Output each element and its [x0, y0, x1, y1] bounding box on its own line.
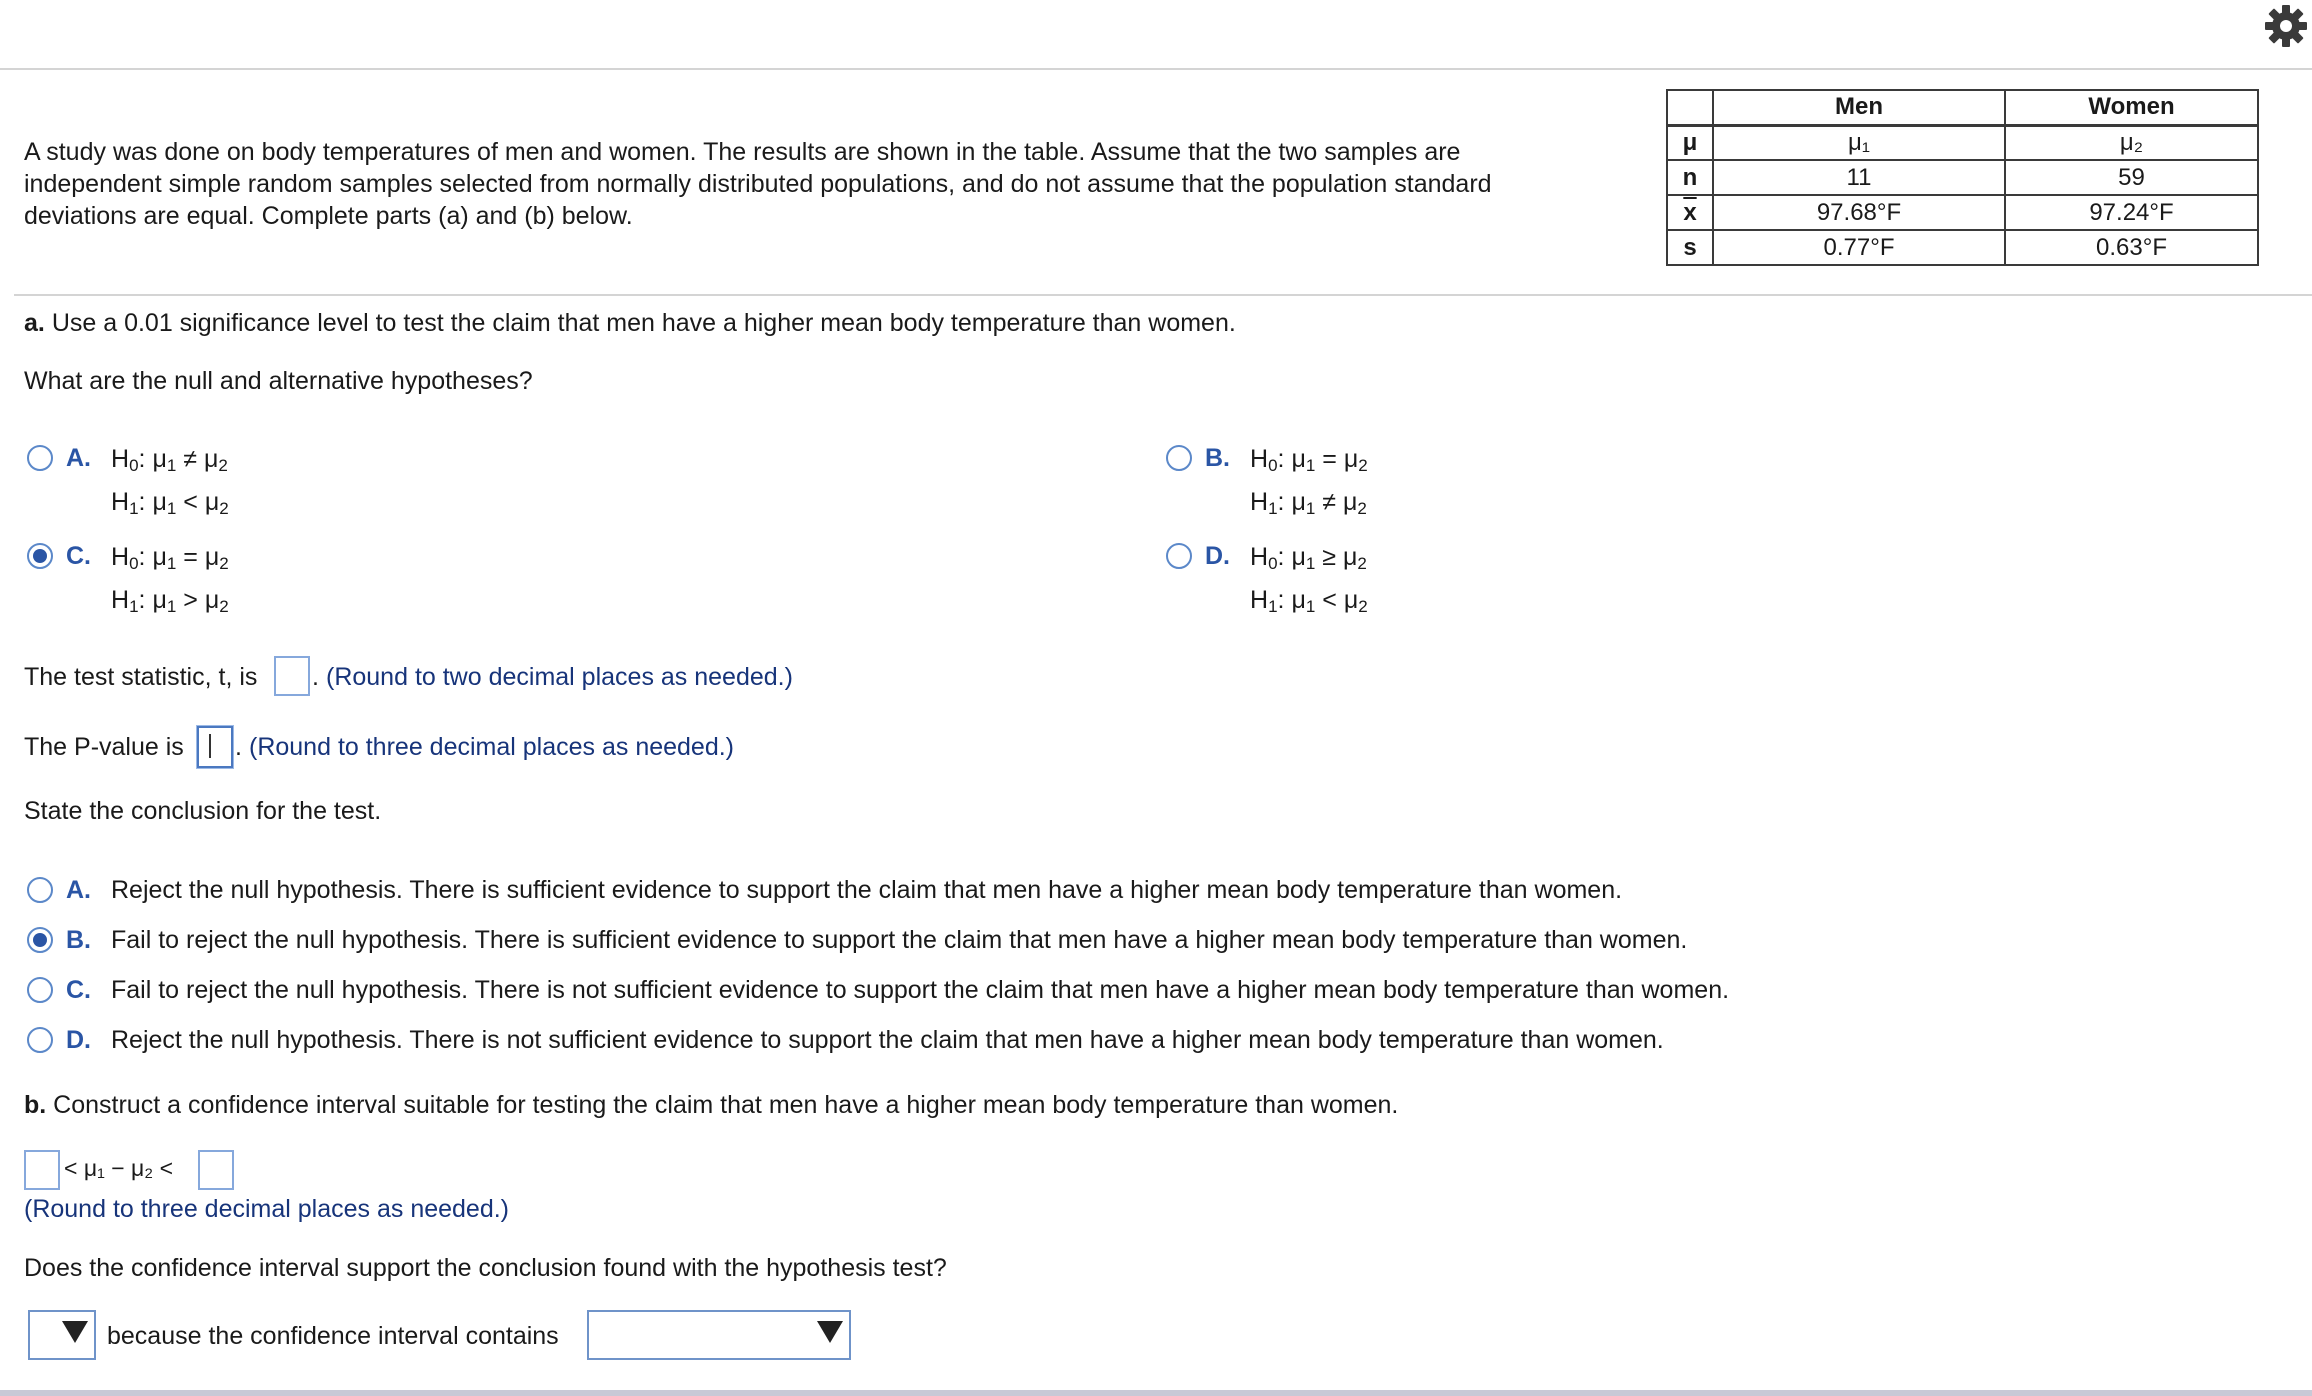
- cell-women-xbar: 97.24°F: [2005, 195, 2258, 230]
- conclusion-text-d: Reject the null hypothesis. There is not sufficient evidence to support the claim that men have a higher mean body temperature than women.: [111, 1026, 1664, 1054]
- cell-women-n: 59: [2005, 160, 2258, 195]
- hyp-radio-c[interactable]: [27, 543, 53, 569]
- top-divider: [0, 68, 2312, 70]
- cell-men-n: 11: [1713, 160, 2005, 195]
- data-table: [1666, 89, 2259, 266]
- hyp-c-h1-op: >: [183, 586, 198, 614]
- pvalue-input[interactable]: [197, 726, 233, 768]
- hyp-letter-b: B.: [1205, 444, 1230, 472]
- table-header-men: Men: [1713, 90, 2005, 125]
- hyp-b-h0-op: =: [1322, 445, 1337, 473]
- table-header-blank: [1667, 90, 1713, 125]
- test-stat-period: .: [312, 663, 319, 691]
- cell-men-xbar: 97.68°F: [1713, 195, 2005, 230]
- hyp-d-h0: $H_0$: $\mu_1 \ge \mu_2$: [1250, 543, 1367, 573]
- ci-lower-input[interactable]: [24, 1150, 60, 1190]
- cell-women-mu: μ₂: [2005, 125, 2258, 160]
- hyp-radio-d[interactable]: [1166, 543, 1192, 569]
- cell-men-s: 0.77°F: [1713, 230, 2005, 265]
- section-divider: [14, 294, 2312, 296]
- ci-support-question: Does the confidence interval support the conclusion found with the hypothesis test?: [24, 1254, 947, 1282]
- conclusion-text-c: Fail to reject the null hypothesis. There is not sufficient evidence to support the claim that men have a higher mean body temperature than women.: [111, 976, 1730, 1004]
- hyp-b-h0: $H_0$: $\mu_1 = \mu_2$: [1250, 445, 1368, 475]
- table-row: [1667, 195, 2258, 230]
- part-a-prompt: [24, 307, 1236, 339]
- contains-dropdown[interactable]: [587, 1310, 851, 1360]
- hyp-b-h1-op: ≠: [1322, 488, 1336, 516]
- test-stat-input[interactable]: [274, 656, 310, 696]
- row-label-mu: μ: [1667, 125, 1713, 160]
- support-dropdown[interactable]: [28, 1310, 96, 1360]
- row-label-n: n: [1667, 160, 1713, 195]
- conclusion-prompt: State the conclusion for the test.: [24, 797, 382, 825]
- gear-icon[interactable]: [2262, 2, 2310, 50]
- cell-women-s: 0.63°F: [2005, 230, 2258, 265]
- row-label-s: s: [1667, 230, 1713, 265]
- row-label-xbar: $\overline{x}$: [1667, 195, 1713, 230]
- hyp-a-h1: $H_1$: $\mu_1 < \mu_2$: [111, 488, 229, 518]
- test-stat-label: The test statistic, t, is: [24, 663, 258, 691]
- problem-intro: A study was done on body temperatures of men and women. The results are shown in the table. Assume that the two samples are independent simple random samples selected from normally distributed populations, and do not assume that the population standard deviations are equal. Complete parts (a) and (b) below.: [24, 138, 1492, 230]
- ci-middle-expression: < μ₁ − μ₂ <: [64, 1155, 174, 1181]
- table-header-women: Women: [2005, 90, 2258, 125]
- hyp-a-h1-op: <: [183, 488, 198, 516]
- pvalue-period: .: [235, 733, 242, 761]
- ci-upper-input[interactable]: [198, 1150, 234, 1190]
- part-b-label: b.: [24, 1091, 47, 1119]
- conclusion-radio-b[interactable]: [27, 927, 53, 953]
- hyp-d-h0-op: ≥: [1322, 543, 1336, 571]
- hyp-b-h1: $H_1$: $\mu_1 \ne \mu_2$: [1250, 488, 1367, 518]
- conclusion-radio-a[interactable]: [27, 877, 53, 903]
- chevron-down-icon: [62, 1321, 88, 1343]
- part-b-text: Construct a confidence interval suitable for testing the claim that men have a higher mean body temperature than women.: [53, 1091, 1399, 1119]
- hyp-d-h1: $H_1$: $\mu_1 < \mu_2$: [1250, 586, 1368, 616]
- pvalue-hint: (Round to three decimal places as needed.): [249, 733, 735, 761]
- conclusion-text-a: Reject the null hypothesis. There is sufficient evidence to support the claim that men have a higher mean body temperature than women.: [111, 876, 1623, 904]
- table-row: [1667, 230, 2258, 265]
- conclusion-text-b: Fail to reject the null hypothesis. There is sufficient evidence to support the claim that men have a higher mean body temperature than women.: [111, 926, 1688, 954]
- table-header-row: [1667, 90, 2258, 125]
- ci-hint: (Round to three decimal places as needed.): [24, 1195, 510, 1223]
- hyp-a-h0: $H_0$: $\mu_1 \ne \mu_2$: [111, 445, 228, 475]
- part-b-prompt: [24, 1089, 1398, 1121]
- conclusion-letter-a: A.: [66, 876, 91, 904]
- conclusion-letter-d: D.: [66, 1026, 91, 1054]
- conclusion-radio-c[interactable]: [27, 977, 53, 1003]
- part-a-label: a.: [24, 309, 45, 337]
- conclusion-letter-b: B.: [66, 926, 91, 954]
- hyp-radio-b[interactable]: [1166, 445, 1192, 471]
- hyp-letter-d: D.: [1205, 542, 1230, 570]
- hyp-c-h0: $H_0$: $\mu_1 = \mu_2$: [111, 543, 229, 573]
- hyp-radio-a[interactable]: [27, 445, 53, 471]
- test-stat-hint: (Round to two decimal places as needed.): [326, 663, 793, 691]
- part-a-text: Use a 0.01 significance level to test the claim that men have a higher mean body temperature than women.: [51, 309, 1236, 337]
- hyp-letter-c: C.: [66, 542, 91, 570]
- cell-men-mu: μ₁: [1713, 125, 2005, 160]
- text-caret: [209, 734, 211, 758]
- conclusion-letter-c: C.: [66, 976, 91, 1004]
- hyp-letter-a: A.: [66, 444, 91, 472]
- because-text: because the confidence interval contains: [107, 1322, 559, 1350]
- pvalue-label: The P-value is: [24, 733, 184, 761]
- hyp-a-h0-op: ≠: [183, 445, 197, 473]
- hyp-c-h1: $H_1$: $\mu_1 > \mu_2$: [111, 586, 229, 616]
- bottom-bar: [0, 1390, 2312, 1396]
- table-row: [1667, 125, 2258, 160]
- conclusion-radio-d[interactable]: [27, 1027, 53, 1053]
- hypotheses-question: What are the null and alternative hypotheses?: [24, 367, 533, 395]
- table-row: [1667, 160, 2258, 195]
- hyp-d-h1-op: <: [1322, 586, 1337, 614]
- hyp-c-h0-op: =: [183, 543, 198, 571]
- chevron-down-icon: [817, 1321, 843, 1343]
